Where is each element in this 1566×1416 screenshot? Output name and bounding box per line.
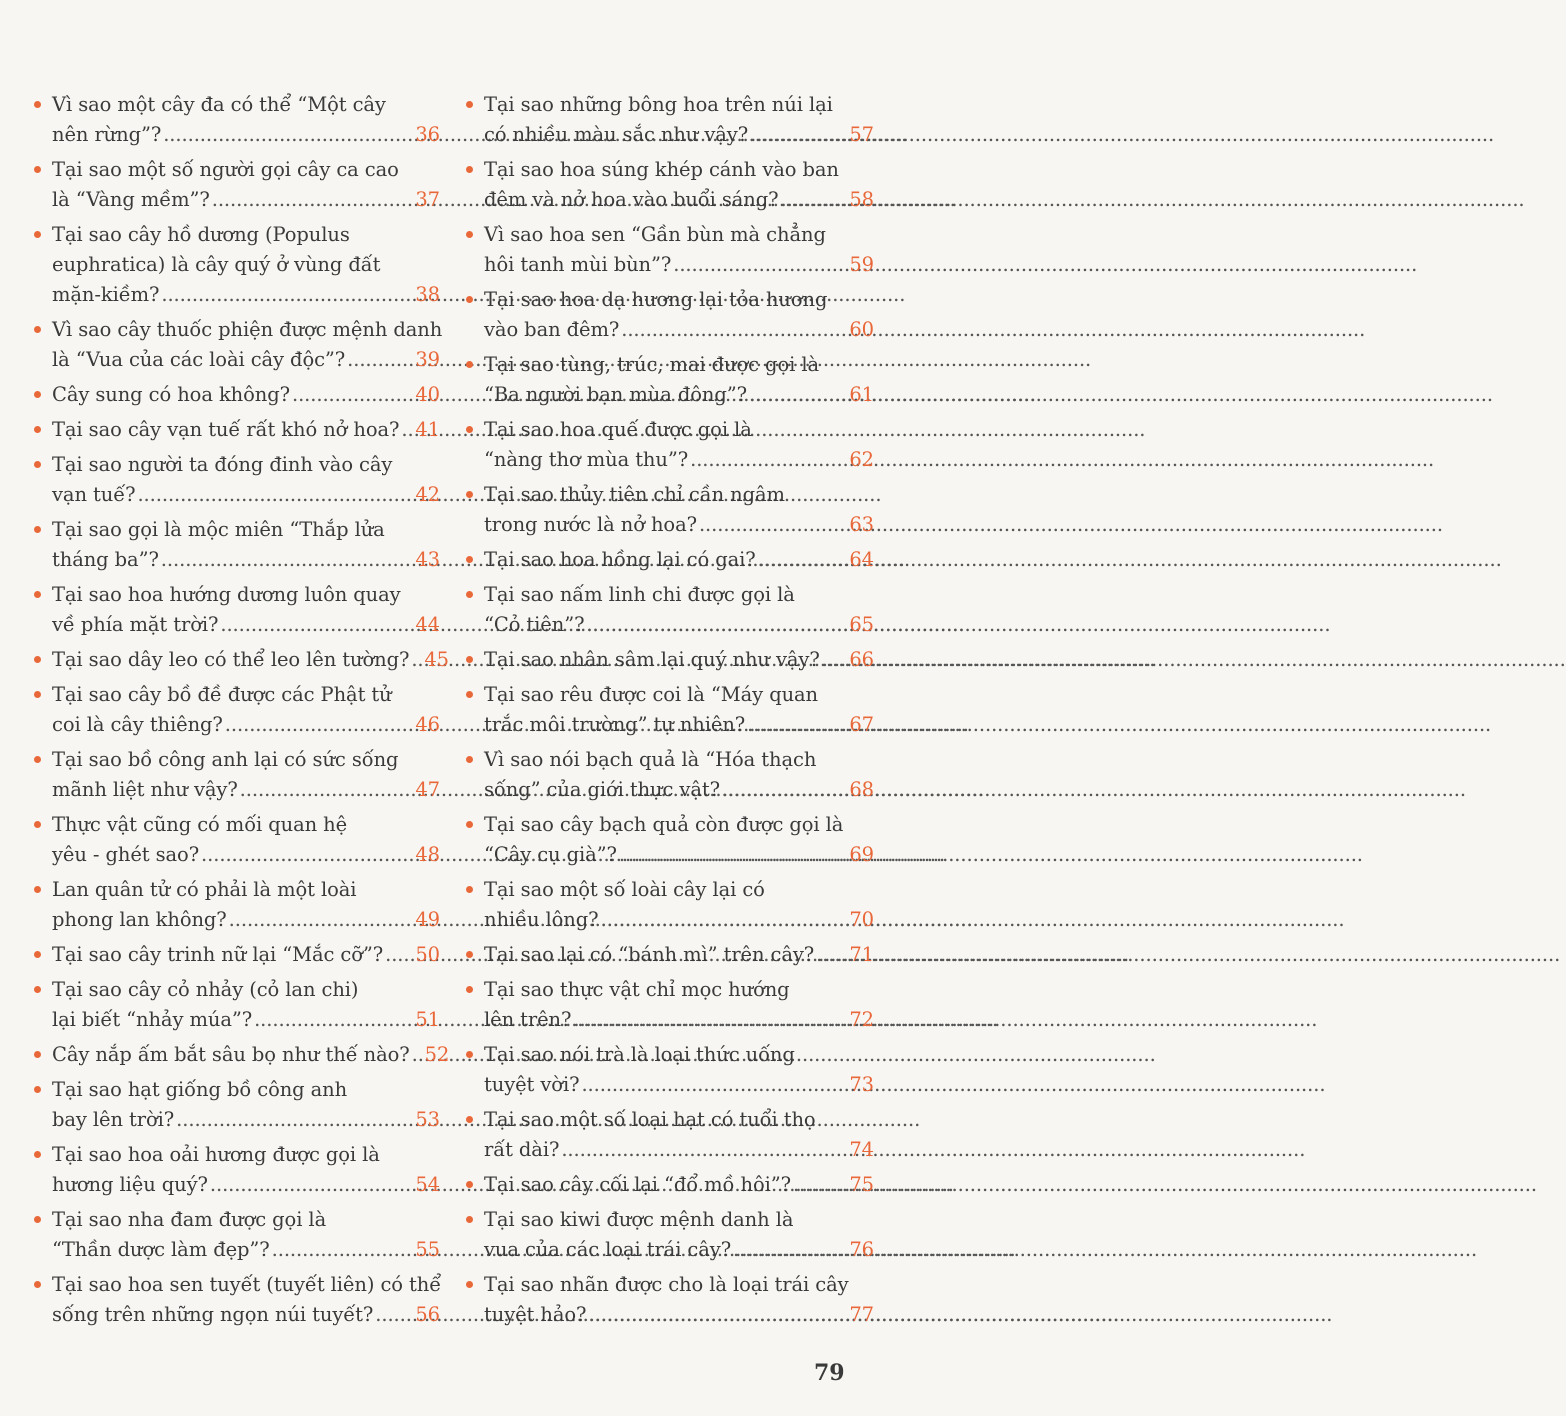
toc-entry-line — [52, 645, 449, 675]
toc-entry-line — [52, 975, 440, 1005]
toc-entry-text: “Ba người bạn mùa đông”? — [484, 383, 747, 406]
toc-entry — [462, 155, 874, 215]
toc-entry-text: lại biết “nhảy múa”? — [52, 1008, 253, 1031]
toc-entry — [462, 1205, 874, 1265]
toc-entry-line — [484, 1005, 874, 1035]
toc-entry-line — [484, 445, 874, 475]
toc-entry-line — [484, 610, 874, 640]
dot-leader — [227, 905, 413, 935]
dot-leader — [747, 380, 846, 410]
dot-leader — [373, 1300, 412, 1330]
toc-entry-line — [484, 1300, 874, 1330]
toc-entry-line — [484, 380, 874, 410]
toc-entry-text: Tại sao cây trinh nữ lại “Mắc cỡ”? — [52, 943, 384, 966]
toc-entry-line — [484, 1135, 874, 1165]
toc-entry — [462, 975, 874, 1035]
toc-entry-line — [484, 250, 874, 280]
toc-left-column — [30, 90, 450, 1335]
toc-entry — [30, 380, 440, 410]
toc-entry — [30, 515, 440, 575]
dot-leader — [270, 1235, 413, 1265]
toc-entry-text: Thực vật cũng có mối quan hệ — [52, 813, 348, 836]
toc-entry-line — [52, 810, 440, 840]
toc-entry — [30, 680, 440, 740]
toc-entry — [30, 220, 440, 310]
toc-entry-line — [484, 1205, 874, 1235]
dot-leader — [159, 545, 413, 575]
toc-entry-text: Tại sao nha đam được gọi là — [52, 1208, 327, 1231]
dot-leader — [252, 1005, 412, 1035]
toc-page-number: 50 — [415, 943, 440, 966]
toc-entry-text: tuyệt hảo? — [484, 1303, 587, 1326]
toc-entry-text: Tại sao hoa sen tuyết (tuyết liên) có thể — [52, 1273, 442, 1296]
dot-leader — [135, 480, 412, 510]
toc-page-number: 45 — [424, 648, 449, 671]
toc-entry-line — [52, 1075, 440, 1105]
dot-leader — [399, 415, 412, 445]
toc-entry-text: phong lan không? — [52, 908, 227, 931]
toc-page-number: 40 — [415, 383, 440, 406]
toc-entry-line — [484, 680, 874, 710]
toc-entry-line — [52, 875, 440, 905]
toc-entry-text: Tại sao dây leo có thể leo lên tường? — [52, 648, 410, 671]
toc-page-number: 39 — [415, 348, 440, 371]
toc-page-number: 37 — [415, 188, 440, 211]
dot-leader — [161, 120, 412, 150]
toc-page-number: 57 — [849, 123, 874, 146]
toc-entry — [30, 1040, 450, 1070]
toc-entry-text: vào ban đêm? — [484, 318, 620, 341]
dot-leader — [208, 1170, 412, 1200]
toc-page-number: 74 — [849, 1138, 874, 1161]
dot-leader — [617, 840, 846, 870]
toc-entry — [462, 1040, 874, 1100]
toc-entry-text: Cây sung có hoa không? — [52, 383, 290, 406]
toc-page-number: 66 — [849, 648, 874, 671]
toc-page-number: 71 — [849, 943, 874, 966]
toc-page-number: 64 — [849, 548, 874, 571]
toc-entry-line — [52, 1140, 440, 1170]
toc-page-number: 60 — [849, 318, 874, 341]
toc-entry-line — [52, 1005, 440, 1035]
toc-entry — [30, 90, 440, 150]
toc-entry-line — [484, 120, 874, 150]
toc-entry-text: Tại sao rêu được coi là “Máy quan — [484, 683, 819, 706]
toc-entry — [462, 810, 874, 870]
toc-entry-text: sống” của giới thực vật? — [484, 778, 720, 801]
toc-entry-text: Tại sao hoa hướng dương luôn quay — [52, 583, 401, 606]
dot-leader — [779, 185, 847, 215]
toc-entry-line — [52, 1300, 440, 1330]
toc-entry-text: Tại sao cây bạch quả còn được gọi là — [484, 813, 844, 836]
toc-entry-text: Tại sao những bông hoa trên núi lại — [484, 93, 833, 116]
toc-entry-text: là “Vua của các loài cây độc”? — [52, 348, 346, 371]
toc-entry — [30, 645, 449, 675]
toc-page-number: 52 — [424, 1043, 450, 1066]
toc-entry-text: “Cây cụ già”? — [484, 843, 617, 866]
toc-page-number: 36 — [415, 123, 440, 146]
toc-entry-line — [484, 710, 874, 740]
toc-entry-line — [52, 545, 440, 575]
toc-entry-line — [52, 380, 440, 410]
toc-entry-line — [52, 220, 440, 250]
toc-entry-text: Cây nắp ấm bắt sâu bọ như thế nào? — [52, 1043, 410, 1066]
toc-entry — [462, 415, 874, 475]
toc-entry-text: Vì sao hoa sen “Gần bùn mà chẳng — [484, 223, 826, 246]
dot-leader — [159, 280, 412, 310]
toc-entry-line — [52, 155, 440, 185]
toc-entry — [30, 1270, 440, 1330]
toc-entry-line — [484, 745, 874, 775]
toc-page-number: 44 — [415, 613, 440, 636]
dot-leader — [199, 840, 412, 870]
dot-leader — [210, 185, 413, 215]
toc-entry — [462, 1105, 874, 1165]
toc-entry-text: Tại sao nói trà là loại thức uống — [484, 1043, 795, 1066]
dot-leader — [756, 545, 847, 575]
toc-entry — [30, 1140, 440, 1200]
toc-entry-text: vạn tuế? — [52, 483, 136, 506]
toc-entry-text: Vì sao cây thuốc phiện được mệnh danh — [52, 318, 443, 341]
dot-leader — [218, 610, 412, 640]
toc-entry — [462, 680, 874, 740]
toc-entry-text: mãnh liệt như vậy? — [52, 778, 238, 801]
toc-entry — [462, 480, 874, 540]
dot-leader — [791, 1170, 846, 1200]
toc-entry-line — [484, 905, 874, 935]
toc-page-number: 73 — [849, 1073, 874, 1096]
toc-page-number: 67 — [849, 713, 874, 736]
toc-entry-text: Tại sao nhãn được cho là loại trái cây — [484, 1273, 849, 1296]
toc-entry-line — [52, 450, 440, 480]
toc-entry-text: Tại sao nhân sâm lại quý như vậy? — [484, 648, 820, 671]
toc-entry — [30, 1205, 440, 1265]
toc-entry-text: mặn-kiềm? — [52, 283, 160, 306]
toc-entry-line — [484, 415, 874, 445]
toc-entry-text: Tại sao hoa dạ hương lại tỏa hương — [484, 288, 828, 311]
toc-entry — [462, 350, 874, 410]
toc-entry-line — [484, 775, 874, 805]
toc-page-number: 65 — [849, 613, 874, 636]
toc-page-number: 75 — [849, 1173, 874, 1196]
toc-entry-line — [52, 710, 440, 740]
toc-entry-line — [52, 90, 440, 120]
toc-page-number: 38 — [415, 283, 440, 306]
toc-page-number: 53 — [415, 1108, 440, 1131]
toc-entry-text: tuyệt vời? — [484, 1073, 580, 1096]
toc-page-number: 62 — [849, 448, 874, 471]
toc-page-number: 43 — [415, 548, 440, 571]
toc-entry-text: Tại sao lại có “bánh mì” trên cây? — [484, 943, 815, 966]
toc-entry-line — [484, 810, 874, 840]
toc-entry-line — [52, 1040, 450, 1070]
dot-leader — [584, 610, 846, 640]
toc-entry-text: rất dài? — [484, 1138, 560, 1161]
toc-entry-line — [484, 480, 874, 510]
toc-entry-line — [52, 840, 440, 870]
toc-entry-text: Tại sao nấm linh chi được gọi là — [484, 583, 795, 606]
toc-entry — [462, 285, 874, 345]
toc-entry-line — [52, 345, 440, 375]
toc-entry-text: Tại sao hoa súng khép cánh vào ban — [484, 158, 839, 181]
toc-page-number: 55 — [415, 1238, 440, 1261]
toc-entry-text: trong nước là nở hoa? — [484, 513, 697, 536]
toc-entry — [30, 875, 440, 935]
toc-entry-text: Vì sao một cây đa có thể “Một cây — [52, 93, 386, 116]
toc-entry-line — [52, 745, 440, 775]
toc-entry-line — [484, 840, 874, 870]
dot-leader — [748, 120, 846, 150]
toc-entry-line — [484, 315, 874, 345]
toc-entry-text: Lan quân tử có phải là một loài — [52, 878, 357, 901]
toc-entry-text: “nàng thơ mùa thu”? — [484, 448, 689, 471]
toc-page-number: 41 — [415, 418, 440, 441]
toc-entry — [462, 645, 874, 675]
toc-entry-line — [484, 1040, 874, 1070]
toc-entry-text: Tại sao người ta đóng đinh vào cây — [52, 453, 393, 476]
toc-entry-text: lên trên? — [484, 1008, 572, 1031]
toc-page-number: 77 — [849, 1303, 874, 1326]
toc-entry-text: Tại sao thủy tiên chỉ cần ngâm — [484, 483, 785, 506]
toc-entry-line — [52, 415, 440, 445]
dot-leader — [720, 775, 846, 805]
toc-entry-line — [484, 90, 874, 120]
toc-page-number: 59 — [849, 253, 874, 276]
toc-page-number: 76 — [849, 1238, 874, 1261]
toc-entry-line — [484, 940, 874, 970]
toc-entry-text: về phía mặt trời? — [52, 613, 219, 636]
toc-entry-line — [484, 875, 874, 905]
toc-entry-line — [484, 975, 874, 1005]
toc-entry-text: Tại sao hoa hồng lại có gai? — [484, 548, 756, 571]
toc-entry-text: coi là cây thiêng? — [52, 713, 223, 736]
toc-page-number: 68 — [849, 778, 874, 801]
toc-entry-line — [52, 1105, 440, 1135]
toc-entry-line — [52, 775, 440, 805]
toc-entry — [30, 315, 443, 375]
toc-entry-text: Tại sao cây cỏ nhảy (cỏ lan chi) — [52, 978, 359, 1001]
toc-right-column — [462, 90, 874, 1335]
dot-leader — [571, 1005, 846, 1035]
toc-entry-text: hương liệu quý? — [52, 1173, 208, 1196]
toc-entry-text: Tại sao thực vật chỉ mọc hướng — [484, 978, 790, 1001]
toc-entry — [30, 745, 440, 805]
toc-entry — [462, 580, 874, 640]
toc-page-number: 69 — [849, 843, 874, 866]
dot-leader — [409, 645, 421, 675]
toc-entry-line — [52, 610, 440, 640]
dot-leader — [598, 905, 846, 935]
toc-entry-line — [484, 155, 874, 185]
toc-entry-text: đêm và nở hoa vào buổi sáng? — [484, 188, 779, 211]
toc-entry-text: là “Vàng mềm”? — [52, 188, 210, 211]
toc-entry-line — [484, 510, 874, 540]
dot-leader — [410, 1040, 422, 1070]
toc-entry — [462, 90, 874, 150]
toc-entry — [462, 545, 874, 575]
dot-leader — [345, 345, 412, 375]
toc-entry-line — [52, 280, 440, 310]
toc-entry — [462, 875, 874, 935]
toc-entry-line — [484, 1235, 874, 1265]
toc-page-number: 48 — [415, 843, 440, 866]
dot-leader — [688, 445, 846, 475]
toc-entry-line — [484, 285, 874, 315]
dot-leader — [814, 940, 846, 970]
toc-page-number: 70 — [849, 908, 874, 931]
toc-entry-line — [52, 1235, 440, 1265]
toc-entry — [462, 1170, 874, 1200]
toc-entry-text: yêu - ghét sao? — [52, 843, 200, 866]
toc-page-number: 61 — [849, 383, 874, 406]
dot-leader — [731, 1235, 846, 1265]
toc-entry-line — [484, 645, 874, 675]
toc-entry — [30, 415, 440, 445]
toc-entry-text: Tại sao cây vạn tuế rất khó nở hoa? — [52, 418, 400, 441]
toc-entry — [462, 940, 874, 970]
dot-leader — [383, 940, 412, 970]
toc-entry — [30, 155, 440, 215]
toc-entry-text: Tại sao cây bồ đề được các Phật tử — [52, 683, 392, 706]
toc-entry-text: Tại sao hoa oải hương được gọi là — [52, 1143, 380, 1166]
toc-entry — [30, 450, 440, 510]
toc-page-number: 49 — [415, 908, 440, 931]
toc-entry — [462, 220, 874, 280]
toc-entry-text: nên rừng”? — [52, 123, 162, 146]
toc-entry-text: Tại sao kiwi được mệnh danh là — [484, 1208, 794, 1231]
toc-entry-text: Vì sao nói bạch quả là “Hóa thạch — [484, 748, 817, 771]
toc-page-number: 46 — [415, 713, 440, 736]
dot-leader — [820, 645, 847, 675]
dot-leader — [586, 1300, 846, 1330]
toc-entry — [462, 1270, 874, 1330]
toc-entry-line — [484, 1170, 874, 1200]
toc-page-number: 63 — [849, 513, 874, 536]
toc-entry-line — [52, 250, 440, 280]
toc-entry-line — [52, 515, 440, 545]
toc-entry-line — [52, 905, 440, 935]
toc-entry-text: Tại sao gọi là mộc miên “Thắp lửa — [52, 518, 385, 541]
toc-page-number: 56 — [415, 1303, 440, 1326]
toc-entry-text: “Cỏ tiên”? — [484, 613, 585, 636]
toc-entry-text: vua của các loại trái cây? — [484, 1238, 732, 1261]
toc-entry-text: Tại sao hạt giống bồ công anh — [52, 1078, 348, 1101]
page-number: 79 — [814, 1360, 845, 1386]
toc-page-number: 58 — [849, 188, 874, 211]
toc-entry — [30, 1075, 440, 1135]
dot-leader — [579, 1070, 846, 1100]
dot-leader — [290, 380, 412, 410]
toc-entry-line — [52, 1205, 440, 1235]
toc-entry-text: Tại sao tùng, trúc, mai được gọi là — [484, 353, 819, 376]
dot-leader — [697, 510, 846, 540]
toc-entry-text: trắc môi trường” tự nhiên? — [484, 713, 746, 736]
toc-page-number: 47 — [415, 778, 440, 801]
toc-entry-line — [484, 1270, 874, 1300]
toc-page-number: 72 — [849, 1008, 874, 1031]
toc-entry-line — [484, 220, 874, 250]
toc-entry-line — [52, 1270, 440, 1300]
toc-entry-text: tháng ba”? — [52, 548, 159, 571]
toc-entry-line — [52, 185, 440, 215]
toc-entry-text: Tại sao cây hồ dương (Populus — [52, 223, 350, 246]
toc-entry-text: bay lên trời? — [52, 1108, 175, 1131]
dot-leader — [238, 775, 413, 805]
toc-entry-text: Tại sao một số loại hạt có tuổi thọ — [484, 1108, 816, 1131]
toc-entry-line — [52, 580, 440, 610]
toc-entry-line — [484, 580, 874, 610]
toc-entry-text: Tại sao một số người gọi cây ca cao — [52, 158, 399, 181]
toc-entry-text: Tại sao bồ công anh lại có sức sống — [52, 748, 399, 771]
dot-leader — [745, 710, 846, 740]
toc-entry-line — [484, 1105, 874, 1135]
toc-entry — [30, 580, 440, 640]
toc-entry — [462, 745, 874, 805]
toc-page-number: 51 — [415, 1008, 440, 1031]
toc-entry-line — [52, 480, 440, 510]
toc-entry-line — [484, 545, 874, 575]
toc-entry-text: “Thần dược làm đẹp”? — [52, 1238, 270, 1261]
toc-entry-line — [484, 1070, 874, 1100]
toc-entry-text: Tại sao một số loài cây lại có — [484, 878, 765, 901]
toc-page-number: 42 — [415, 483, 440, 506]
dot-leader — [671, 250, 846, 280]
toc-entry-line — [52, 1170, 440, 1200]
toc-entry-text: hôi tanh mùi bùn”? — [484, 253, 672, 276]
toc-entry-text: sống trên những ngọn núi tuyết? — [52, 1303, 374, 1326]
toc-entry-text: Tại sao hoa quế được gọi là — [484, 418, 752, 441]
toc-page-number: 54 — [415, 1173, 440, 1196]
toc-entry — [30, 810, 440, 870]
toc-entry-line — [52, 680, 440, 710]
toc-entry-text: euphratica) là cây quý ở vùng đất — [52, 253, 381, 276]
toc-entry-text: có nhiều màu sắc như vậy? — [484, 123, 749, 146]
toc-entry — [30, 940, 440, 970]
toc-entry-line — [52, 940, 440, 970]
toc-entry-line — [484, 350, 874, 380]
toc-entry-line — [484, 185, 874, 215]
dot-leader — [223, 710, 413, 740]
dot-leader — [559, 1135, 846, 1165]
toc-entry-line — [52, 315, 443, 345]
toc-entry-line — [52, 120, 440, 150]
dot-leader — [619, 315, 846, 345]
toc-entry-text: nhiều lông? — [484, 908, 599, 931]
toc-entry — [30, 975, 440, 1035]
dot-leader — [174, 1105, 412, 1135]
toc-entry-text: Tại sao cây cối lại “đổ mồ hôi”? — [484, 1173, 791, 1196]
